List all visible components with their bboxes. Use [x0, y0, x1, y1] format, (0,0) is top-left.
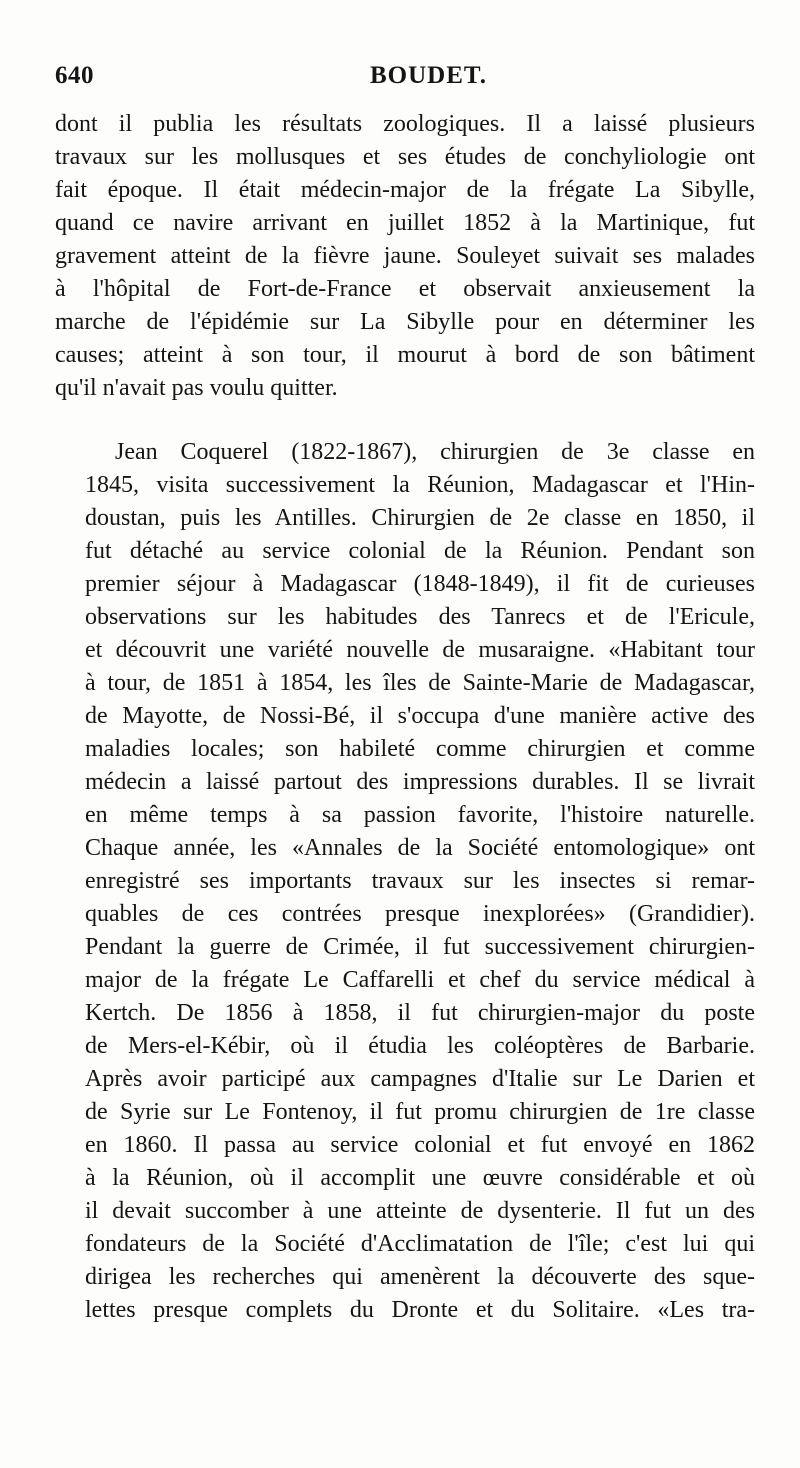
running-head [55, 62, 755, 98]
text-line: fait époque. Il était médecin-major de la frégate La Sibylle, [55, 177, 755, 203]
text-line: quand ce navire arrivant en juillet 1852 à la Martinique, fut [55, 210, 755, 236]
text-line: Kertch. De 1856 à 1858, il fut chirurgien-major du poste [85, 1000, 755, 1026]
body-text [55, 108, 755, 1327]
text-line: 1845, visita successivement la Réunion, Madagascar et l'Hin- [85, 472, 755, 498]
text-line: major de la frégate Le Caffarelli et chef du service médical à [85, 967, 755, 993]
paragraph-2 [55, 436, 755, 1327]
text-line: fondateurs de la Société d'Acclimatation de l'île; c'est lui qui [85, 1231, 755, 1257]
text-line: de Syrie sur Le Fontenoy, il fut promu chirurgien de 1re classe [85, 1099, 755, 1125]
text-line: maladies locales; son habileté comme chirurgien et comme [85, 736, 755, 762]
text-line: doustan, puis les Antilles. Chirurgien de 2e classe en 1850, il [85, 505, 755, 531]
text-line: quables de ces contrées presque inexplorées» (Grandidier). [85, 901, 755, 927]
text-line: en 1860. Il passa au service colonial et fut envoyé en 1862 [85, 1132, 755, 1158]
text-line: premier séjour à Madagascar (1848-1849), il fit de curieuses [85, 571, 755, 597]
page-number: 640 [55, 62, 94, 89]
text-line: à la Réunion, où il accomplit une œuvre considérable et où [85, 1165, 755, 1191]
text-line: observations sur les habitudes des Tanrecs et de l'Ericule, [85, 604, 755, 630]
text-line: dirigea les recherches qui amenèrent la découverte des sque- [85, 1264, 755, 1290]
text-line: fut détaché au service colonial de la Réunion. Pendant son [85, 538, 755, 564]
text-line: Pendant la guerre de Crimée, il fut successivement chirurgien- [85, 934, 755, 960]
text-line: il devait succomber à une atteinte de dysenterie. Il fut un des [85, 1198, 755, 1224]
text-line: travaux sur les mollusques et ses études de conchyliologie ont [55, 144, 755, 170]
text-line: enregistré ses importants travaux sur les insectes si remar- [85, 868, 755, 894]
text-line: gravement atteint de la fièvre jaune. Souleyet suivait ses malades [55, 243, 755, 269]
running-title: BOUDET. [370, 62, 487, 89]
text-line: de Mayotte, de Nossi-Bé, il s'occupa d'une manière active des [85, 703, 755, 729]
text-line: dont il publia les résultats zoologiques. Il a laissé plusieurs [55, 111, 755, 137]
text-line: causes; atteint à son tour, il mourut à bord de son bâtiment [55, 342, 755, 368]
text-line: qu'il n'avait pas voulu quitter. [55, 375, 338, 401]
text-line: à l'hôpital de Fort-de-France et observait anxieusement la [55, 276, 755, 302]
text-line: marche de l'épidémie sur La Sibylle pour en déterminer les [55, 309, 755, 335]
text-line: Après avoir participé aux campagnes d'Italie sur Le Darien et [85, 1066, 755, 1092]
paragraph-1 [55, 108, 755, 405]
text-line: Chaque année, les «Annales de la Société entomologique» ont [85, 835, 755, 861]
text-line: lettes presque complets du Dronte et du Solitaire. «Les tra- [85, 1297, 755, 1323]
text-line: médecin a laissé partout des impressions durables. Il se livrait [85, 769, 755, 795]
text-line: de Mers-el-Kébir, où il étudia les coléoptères de Barbarie. [85, 1033, 755, 1059]
text-line: et découvrit une variété nouvelle de musaraigne. «Habitant tour [85, 637, 755, 663]
text-line: Jean Coquerel (1822-1867), chirurgien de 3e classe en [115, 439, 755, 465]
text-line: en même temps à sa passion favorite, l'histoire naturelle. [85, 802, 755, 828]
text-line: à tour, de 1851 à 1854, les îles de Sainte-Marie de Madagascar, [85, 670, 755, 696]
